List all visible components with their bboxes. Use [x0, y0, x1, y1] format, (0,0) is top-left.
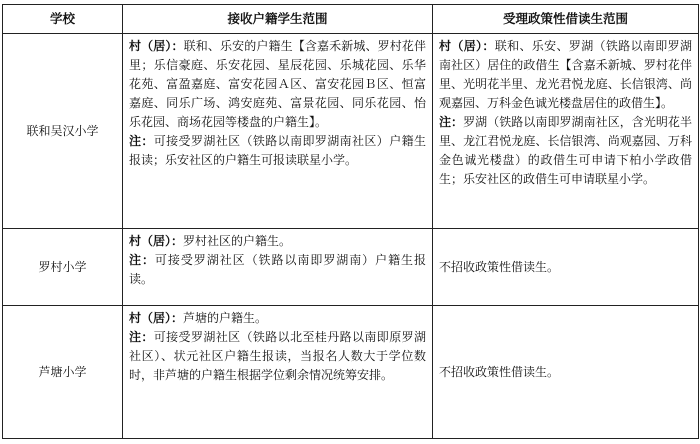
- note-label: 注：: [439, 115, 464, 129]
- policy-range-cell: [433, 229, 699, 306]
- household-range-cell: [123, 34, 433, 229]
- household-note-text: 可接受罗湖社区（铁路以北至桂丹路以南即原罗湖社区）、状元社区户籍生报读，当报名人数大于学位数时，非芦塘的户籍生根据学位剩余情况统筹安排。: [129, 330, 426, 382]
- policy-note-paragraph: [439, 113, 692, 189]
- policy-range-cell: [433, 34, 699, 229]
- household-note-text: 可接受罗湖社区（铁路以南即罗湖南）户籍生报读。: [129, 253, 426, 286]
- school-name: 芦塘小学: [3, 306, 123, 439]
- household-village-paragraph: [129, 309, 426, 328]
- header-household-range: 接收户籍学生范围: [123, 5, 433, 34]
- household-village-text: 罗村社区的户籍生。: [183, 234, 292, 248]
- household-village-paragraph: [129, 232, 426, 251]
- policy-range-cell: [433, 306, 699, 439]
- school-name: 联和吴汉小学: [3, 34, 123, 229]
- village-label: 村（居）：: [439, 39, 495, 53]
- household-range-cell: [123, 306, 433, 439]
- village-label: 村（居）：: [129, 311, 184, 325]
- household-range-cell: [123, 229, 433, 306]
- policy-note-text: 罗湖（铁路以南即罗湖南社区，含光明花半里、龙江君悦龙庭、长信银湾、尚观嘉园、万科金色诚光楼盘）的政借生可申请下柏小学政借生；乐安社区的政借生可申请联星小学。: [439, 115, 692, 186]
- table-row: [3, 306, 699, 439]
- note-label: 注：: [129, 253, 155, 267]
- policy-village-text: 联和、乐安、罗湖（铁路以南即罗湖南社区）居住的政借生【含嘉禾新城、罗村花伴里、光明花半里、龙光君悦龙庭、长信银湾、尚观嘉园、万科金色诚光楼盘居住的政借生】。: [439, 39, 692, 110]
- note-label: 注：: [129, 134, 154, 148]
- note-label: 注：: [129, 330, 154, 344]
- enrollment-table: [2, 4, 699, 439]
- header-school: 学校: [3, 5, 123, 34]
- table-row: [3, 34, 699, 229]
- table-header-row: [3, 5, 699, 34]
- household-village-text: 联和、乐安的户籍生【含嘉禾新城、罗村花伴里；乐信豪庭、乐安花园、星辰花园、乐城花园、乐华花苑、富盈嘉庭、富安花园Ａ区、富安花园Ｂ区、恒富嘉庭、同乐广场、鸿安庭苑、富景花园、同乐花园、怡乐花园、商场花园等楼盘的户籍生】。: [129, 39, 426, 129]
- header-policy-range: 受理政策性借读生范围: [433, 5, 699, 34]
- household-village-text: 芦塘的户籍生。: [183, 311, 268, 325]
- village-label: 村（居）：: [129, 39, 184, 53]
- household-note-paragraph: [129, 251, 426, 289]
- policy-text: 不招收政策性借读生。: [439, 364, 560, 379]
- household-note-paragraph: [129, 132, 426, 170]
- village-label: 村（居）：: [129, 234, 184, 248]
- household-note-paragraph: [129, 328, 426, 385]
- household-village-paragraph: [129, 37, 426, 132]
- table-row: [3, 229, 699, 306]
- policy-text: 不招收政策性借读生。: [439, 259, 560, 274]
- policy-village-paragraph: [439, 37, 692, 113]
- household-note-text: 可接受罗湖社区（铁路以南即罗湖南社区）户籍生报读；乐安社区的户籍生可报读联星小学。: [129, 134, 426, 167]
- school-name: 罗村小学: [3, 229, 123, 306]
